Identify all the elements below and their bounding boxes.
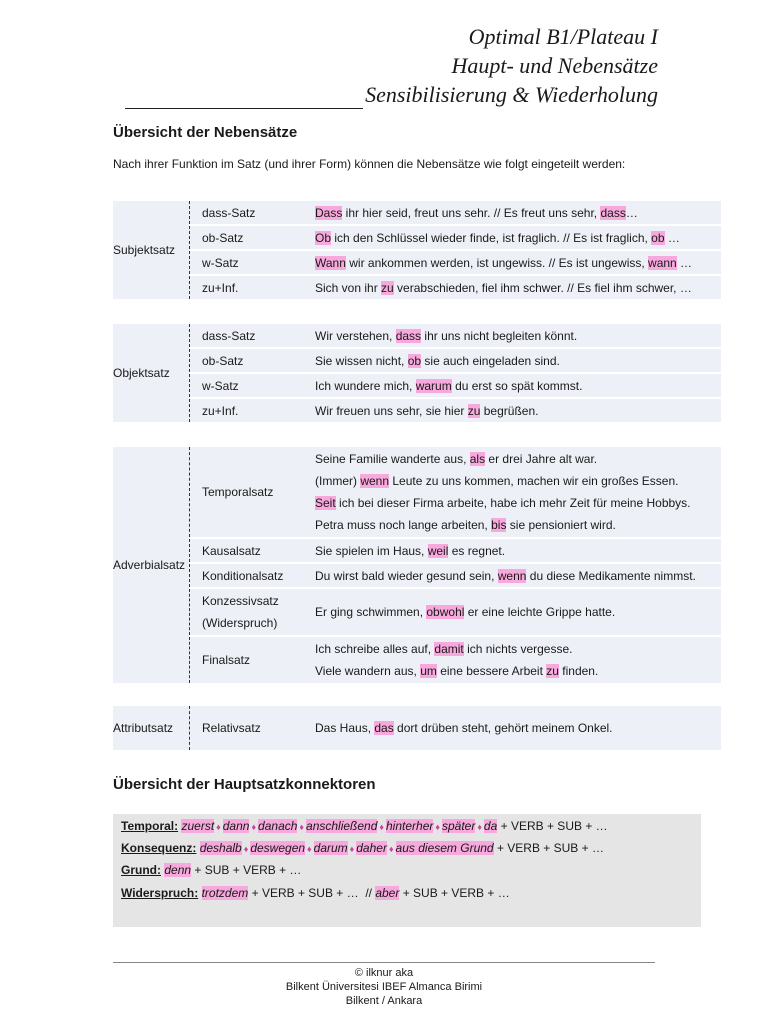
konnektor-word: aus diesem Grund (395, 841, 494, 855)
conjunction-highlight: dass (600, 205, 626, 220)
conjunction-highlight: dass (395, 328, 422, 343)
name-blank-line (125, 88, 363, 109)
sentence-text: ihr uns nicht begleiten könnt. (421, 328, 578, 343)
sentence-text: dort drüben steht, gehört meinem Onkel. (393, 721, 613, 735)
clause-type (189, 276, 304, 299)
table-row (113, 276, 721, 299)
clause-type-label: ob-Satz (202, 230, 244, 245)
conjunction-highlight: ob (651, 230, 665, 245)
example-sentences (304, 374, 721, 397)
sentence-text: ich nichts vergesse. (463, 642, 573, 656)
example-sentences (304, 706, 721, 750)
konnektor-word: dann (222, 819, 250, 833)
example-sentences (304, 539, 721, 562)
clause-type-label: Temporalsatz (202, 485, 274, 499)
diamond-separator-icon: ♦ (251, 822, 257, 832)
example-sentences (304, 324, 721, 347)
example-sentence (315, 638, 721, 660)
category-label: Attributsatz (113, 706, 189, 750)
table-attributsatz (113, 704, 721, 752)
diamond-separator-icon: ♦ (243, 844, 249, 854)
intro-text: Nach ihrer Funktion im Satz (und ihrer Form) können die Nebensätze wie folgt eingeteilt werden: (113, 157, 626, 171)
table-row (113, 447, 721, 537)
example-sentence (315, 277, 721, 299)
diamond-separator-icon: ♦ (307, 844, 312, 854)
conjunction-highlight: zu (381, 280, 394, 295)
sentence-text: Wir freuen uns sehr, sie hier (315, 403, 468, 418)
sentence-text: … (625, 205, 638, 220)
konnektor-line (121, 841, 604, 855)
conjunction-highlight: obwohl (426, 605, 465, 619)
example-sentence (315, 202, 721, 224)
conjunction-highlight: Ob (315, 230, 332, 245)
example-sentence (315, 325, 721, 347)
category-label: Subjektsatz (113, 201, 189, 299)
footer-location: Bilkent / Ankara (345, 995, 423, 1007)
konnektor-word: später (441, 819, 476, 833)
clause-type-label: Finalsatz (202, 653, 251, 667)
konnektor-word: aber (375, 886, 400, 900)
conjunction-highlight: Seit (315, 496, 336, 510)
example-sentences (304, 276, 721, 299)
sentence-text: (Immer) (315, 474, 361, 488)
conjunction-highlight: zu (546, 664, 559, 678)
diamond-separator-icon: ♦ (477, 822, 482, 832)
example-sentences (304, 201, 721, 224)
clause-type (189, 374, 304, 397)
clause-type (189, 589, 304, 635)
konnektor-word: hinterher (386, 819, 434, 833)
example-sentence (315, 660, 721, 682)
example-sentences (304, 589, 721, 635)
konnektor-word: trotzdem (201, 886, 249, 900)
diamond-separator-icon: ♦ (216, 822, 221, 832)
conjunction-highlight: wenn (497, 568, 527, 583)
sentence-text: Ich schreibe alles auf, (315, 642, 435, 656)
sentence-text: ihr hier seid, freut uns sehr. // Es freut uns sehr, (342, 205, 601, 220)
clause-type-label: (Widerspruch) (202, 616, 278, 630)
sentence-text: Sie spielen im Haus, (315, 543, 428, 558)
header-title-line3 (125, 80, 658, 109)
table-row (113, 539, 721, 562)
footer-copyright: © ilknur aka (354, 967, 414, 979)
conjunction-highlight: wann (648, 255, 677, 270)
word-order-formula: + VERB + SUB + … // (248, 886, 372, 900)
sentence-text: Das Haus, (315, 721, 375, 735)
example-sentences (304, 226, 721, 249)
sentence-text: Petra muss noch lange arbeiten, (315, 518, 492, 532)
clause-type-label: Relativsatz (202, 721, 261, 735)
table-row (113, 201, 721, 224)
example-sentence (315, 514, 721, 536)
konnektor-line (121, 886, 510, 900)
example-sentence (315, 540, 721, 562)
sentence-text: verabschieden, fiel ihm schwer. // Es fiel ihm schwer, … (393, 280, 692, 295)
example-sentence (315, 375, 721, 397)
clause-type (189, 251, 304, 274)
conjunction-highlight: wenn (360, 474, 390, 488)
section-title-konnektoren: Übersicht der Hauptsatzkonnektoren (113, 776, 376, 793)
conjunction-highlight: um (420, 664, 437, 678)
conjunction-highlight: weil (427, 543, 449, 558)
sentence-text: er drei Jahre alt war. (485, 452, 598, 466)
konnektor-word: zuerst (181, 819, 215, 833)
table-row (113, 324, 721, 347)
section-title-nebensaetze: Übersicht der Nebensätze (113, 124, 298, 141)
sentence-text: ich den Schlüssel wieder finde, ist fraglich. // Es ist fraglich, (331, 230, 652, 245)
clause-type (189, 564, 304, 587)
konnektor-word: darum (313, 841, 348, 855)
word-order-formula: + VERB + SUB + … (493, 841, 604, 855)
konnektor-word: deswegen (250, 841, 306, 855)
konnektor-word: da (483, 819, 498, 833)
konnektor-word: daher (356, 841, 387, 855)
conjunction-highlight: zu (467, 403, 481, 418)
example-sentences (304, 349, 721, 372)
clause-type (189, 637, 304, 683)
word-order-formula: + SUB + VERB + … (399, 886, 510, 900)
conjunction-highlight: warum (415, 378, 452, 393)
header-subtitle: Sensibilisierung & Wiederholung (365, 82, 658, 107)
sentence-text: … (676, 255, 693, 270)
sentence-text: wir ankommen werden, ist ungewiss. // Es ist ungewiss, (345, 255, 649, 270)
conjunction-highlight: Wann (315, 255, 346, 270)
konnektor-word: deshalb (199, 841, 242, 855)
table-row (113, 564, 721, 587)
clause-type (189, 349, 304, 372)
diamond-separator-icon: ♦ (379, 822, 384, 832)
clause-type (189, 447, 304, 537)
example-sentence (315, 565, 721, 587)
sentence-text: ich bei dieser Firma arbeite, habe ich mehr Zeit für meine Hobbys. (335, 496, 691, 510)
sentence-text: begrüßen. (480, 403, 539, 418)
clause-type (189, 201, 304, 224)
clause-type (189, 539, 304, 562)
konnektor-word: anschließend (306, 819, 378, 833)
sentence-text: Leute zu uns kommen, machen wir ein großes Essen. (389, 474, 679, 488)
diamond-separator-icon: ♦ (388, 844, 394, 854)
clause-type-label: Konzessivsatz (202, 594, 279, 608)
clause-type-label: ob-Satz (202, 353, 244, 368)
clause-type-label: dass-Satz (202, 205, 256, 220)
clause-type-label: zu+Inf. (202, 280, 239, 295)
example-sentence (315, 350, 721, 372)
clause-type-label: w-Satz (202, 378, 239, 393)
table-row (113, 374, 721, 397)
table-row (113, 589, 721, 635)
clause-type (189, 706, 304, 750)
sentence-text: Viele wandern aus, (315, 664, 421, 678)
clause-type-label: Konditionalsatz (202, 568, 284, 583)
sentence-text: Sie wissen nicht, (315, 353, 408, 368)
sentence-text: sie pensioniert wird. (506, 518, 616, 532)
sentence-text: du erst so spät kommst. (451, 378, 583, 393)
example-sentence (315, 470, 721, 492)
sentence-text: eine bessere Arbeit (436, 664, 547, 678)
konnektor-category: Temporal: (121, 819, 179, 833)
example-sentence (315, 601, 721, 623)
category-label: Adverbialsatz (113, 447, 189, 683)
table-adverbialsatz (113, 445, 721, 685)
konnektor-line (121, 863, 301, 877)
clause-type (189, 399, 304, 422)
example-sentence (315, 227, 721, 249)
table-row (113, 399, 721, 422)
konnektor-category: Widerspruch: (121, 886, 199, 900)
example-sentence (315, 492, 721, 514)
word-order-formula: + SUB + VERB + … (191, 863, 302, 877)
sentence-text: er eine leichte Grippe hatte. (464, 605, 616, 619)
conjunction-highlight: Dass (315, 205, 343, 220)
sentence-text: es regnet. (448, 543, 506, 558)
word-order-formula: + VERB + SUB + … (497, 819, 608, 833)
konnektor-category: Grund: (121, 863, 161, 877)
example-sentence (315, 448, 721, 470)
conjunction-highlight: als (469, 452, 486, 466)
table-row (113, 349, 721, 372)
clause-type-label: dass-Satz (202, 328, 256, 343)
conjunction-highlight: ob (407, 353, 422, 368)
sentence-text: Seine Familie wanderte aus, (315, 452, 470, 466)
header-title-line2: Haupt- und Nebensätze (451, 53, 658, 78)
sentence-text: Er ging schwimmen, (315, 605, 427, 619)
clause-type-label: zu+Inf. (202, 403, 239, 418)
footer-divider (113, 962, 655, 963)
example-sentence (315, 717, 721, 739)
konnektor-word: danach (258, 819, 298, 833)
example-sentence (315, 400, 721, 422)
table-row (113, 706, 721, 750)
sentence-text: sie auch eingeladen sind. (421, 353, 560, 368)
example-sentence (315, 252, 721, 274)
konnektor-line (121, 819, 608, 833)
footer (113, 966, 655, 1008)
sentence-text: Du wirst bald wieder gesund sein, (315, 568, 498, 583)
example-sentences (304, 447, 721, 537)
table-subjektsatz (113, 199, 721, 301)
sentence-text: … (664, 230, 680, 245)
sentence-text: Sich von ihr (315, 280, 382, 295)
example-sentences (304, 251, 721, 274)
sentence-text: finden. (558, 664, 599, 678)
table-row (113, 637, 721, 683)
diamond-separator-icon: ♦ (435, 822, 440, 832)
header-title-line1: Optimal B1/Plateau I (468, 24, 658, 49)
example-sentences (304, 637, 721, 683)
category-label: Objektsatz (113, 324, 189, 422)
diamond-separator-icon: ♦ (349, 844, 355, 854)
diamond-separator-icon: ♦ (299, 822, 305, 832)
konnektor-word: denn (164, 863, 192, 877)
sentence-text: Wir verstehen, (315, 328, 396, 343)
conjunction-highlight: bis (491, 518, 507, 532)
konnektoren-box (113, 814, 701, 927)
footer-institution: Bilkent Üniversitesi IBEF Almanca Birimi (285, 981, 483, 993)
konnektor-category: Konsequenz: (121, 841, 197, 855)
clause-type-label: w-Satz (202, 255, 239, 270)
conjunction-highlight: damit (434, 642, 464, 656)
clause-type (189, 226, 304, 249)
page-header (125, 22, 658, 109)
conjunction-highlight: das (374, 721, 394, 735)
example-sentences (304, 399, 721, 422)
table-row (113, 251, 721, 274)
sentence-text: Ich wundere mich, (315, 378, 416, 393)
sentence-text: du diese Medikamente nimmst. (526, 568, 696, 583)
table-objektsatz (113, 322, 721, 424)
table-row (113, 226, 721, 249)
clause-type-label: Kausalsatz (202, 543, 261, 558)
clause-type (189, 324, 304, 347)
example-sentences (304, 564, 721, 587)
